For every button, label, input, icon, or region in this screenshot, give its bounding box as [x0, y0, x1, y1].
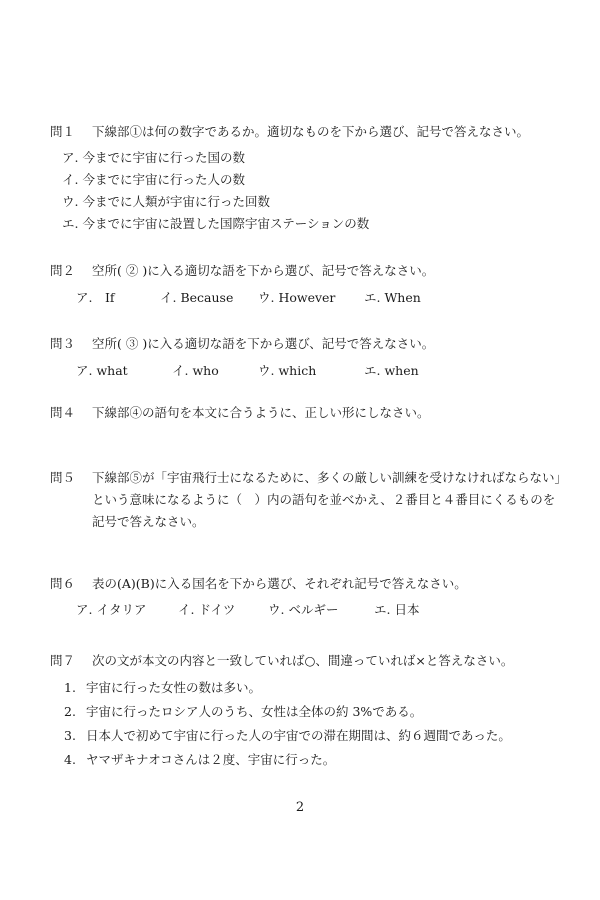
question-number: 問３ [50, 336, 76, 351]
item-text: 宇宙に行ったロシア人のうち、女性は全体の約 3%である。 [86, 704, 423, 719]
q1-option-a: ア. 今までに宇宙に行った国の数 [62, 150, 245, 165]
item-number: 4. [64, 752, 76, 767]
q1-option-u: ウ. 今までに人類が宇宙に行った回数 [62, 194, 270, 209]
question-6 [50, 576, 467, 592]
question-prompt: 次の文が本文の内容と一致していれば○、間違っていれば×と答えなさい。 [92, 653, 514, 668]
question-prompt: 空所( ③ )に入る適切な語を下から選び、記号で答えなさい。 [92, 336, 435, 351]
q2-option-u: ウ. However [258, 290, 336, 305]
q6-option-i: イ. ドイツ [178, 602, 236, 617]
question-number: 問６ [50, 576, 76, 591]
q7-item-3 [64, 728, 511, 744]
question-5 [50, 470, 567, 486]
q6-option-a: ア. イタリア [76, 602, 147, 617]
q2-option-a: ア. If [76, 290, 115, 305]
q2-option-e: エ. When [364, 290, 421, 305]
question-number: 問４ [50, 405, 76, 420]
q3-option-e: エ. when [364, 363, 419, 378]
question-prompt: 表の(A)(B)に入る国名を下から選び、それぞれ記号で答えなさい。 [92, 576, 467, 591]
question-prompt: 下線部①は何の数字であるか。適切なものを下から選び、記号で答えなさい。 [92, 124, 530, 139]
question-prompt-line-3: 記号で答えなさい。 [92, 514, 205, 529]
item-text: 宇宙に行った女性の数は多い。 [86, 680, 262, 695]
q7-item-4 [64, 752, 335, 768]
question-number: 問７ [50, 653, 76, 668]
q3-option-i: イ. who [172, 363, 219, 378]
question-number: 問５ [50, 470, 76, 485]
q1-option-i: イ. 今までに宇宙に行った人の数 [62, 172, 245, 187]
q1-option-e: エ. 今までに宇宙に設置した国際宇宙ステーションの数 [62, 216, 370, 231]
q6-option-u: ウ. ベルギー [268, 602, 339, 617]
q3-option-u: ウ. which [258, 363, 317, 378]
question-number: 問１ [50, 124, 76, 139]
question-3 [50, 336, 434, 352]
item-text: ヤマザキナオコさんは２度、宇宙に行った。 [86, 752, 336, 767]
question-4 [50, 405, 430, 421]
q7-item-2 [64, 704, 422, 720]
item-number: 1. [64, 680, 76, 695]
question-2 [50, 263, 434, 279]
question-prompt-line-1: 下線部⑤が「宇宙飛行士になるために、多くの厳しい訓練を受けなければならない」 [92, 470, 568, 485]
question-prompt: 空所( ② )に入る適切な語を下から選び、記号で答えなさい。 [92, 263, 435, 278]
question-prompt: 下線部④の語句を本文に合うように、正しい形にしなさい。 [92, 405, 430, 420]
q2-option-i: イ. Because [160, 290, 234, 305]
question-1 [50, 124, 529, 140]
question-7 [50, 653, 513, 669]
question-number: 問２ [50, 263, 76, 278]
item-number: 3. [64, 728, 76, 743]
q7-item-1 [64, 680, 261, 696]
q6-option-e: エ. 日本 [374, 602, 420, 617]
item-text: 日本人で初めて宇宙に行った人の宇宙での滞在期間は、約６週間であった。 [86, 728, 511, 743]
q3-option-a: ア. what [76, 363, 128, 378]
item-number: 2. [64, 704, 76, 719]
question-prompt-line-2: という意味になるように（ ）内の語句を並べかえ、２番目と４番目にくるものを [92, 492, 556, 507]
page-number: 2 [295, 800, 305, 815]
